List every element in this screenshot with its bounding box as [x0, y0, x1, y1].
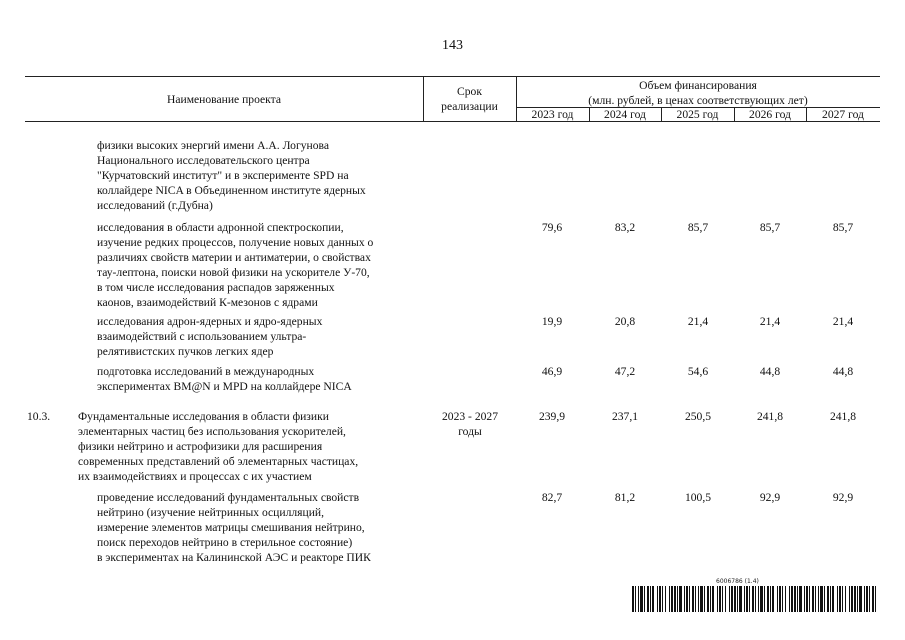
- row-number: 10.3.: [27, 410, 51, 423]
- term-line: 2023 - 2027: [441, 410, 499, 423]
- header-funding: [516, 78, 880, 108]
- value-2025: 85,7: [687, 221, 709, 234]
- header-funding-line: (млн. рублей, в ценах соответствующих лет): [588, 94, 808, 107]
- description-line: в том числе исследования распадов заряженных: [97, 281, 335, 294]
- header-year: 2024 год: [604, 108, 646, 121]
- header-year: 2025 год: [676, 108, 719, 121]
- row-description: [97, 138, 417, 213]
- header-term-line: Срок: [457, 85, 482, 98]
- description-line: Фундаментальные исследования в области физики: [78, 410, 329, 423]
- value-2027: 44,8: [832, 365, 854, 378]
- value-2026: 44,8: [759, 365, 781, 378]
- description-line: исследования в области адронной спектроскопии,: [97, 221, 344, 234]
- description-line: Национального исследовательского центра: [97, 154, 310, 167]
- description-line: в экспериментах на Калининской АЭС и реакторе ПИК: [97, 551, 371, 564]
- description-line: поиск переходов нейтрино в стерильное состояние): [97, 536, 353, 549]
- value-2025: 21,4: [687, 315, 709, 328]
- header-year: 2026 год: [749, 108, 791, 121]
- header-term-line: реализации: [441, 100, 498, 113]
- header-year: 2023 год: [531, 108, 574, 121]
- barcode-label: 6006786 (1.4): [716, 578, 759, 585]
- value-2025: 100,5: [684, 491, 712, 504]
- barcode-graphic: [632, 586, 878, 612]
- value-2024: 83,2: [614, 221, 636, 234]
- value-2026: 85,7: [759, 221, 781, 234]
- value-2023: 79,6: [541, 221, 563, 234]
- value-2026: 21,4: [759, 315, 781, 328]
- value-2024: 47,2: [614, 365, 636, 378]
- row-description: [97, 314, 417, 359]
- header-year: 2027 год: [822, 108, 864, 121]
- value-2023: 82,7: [541, 491, 563, 504]
- description-line: физики высоких энергий имени А.А. Логунова: [97, 139, 329, 152]
- value-2024: 20,8: [614, 315, 636, 328]
- value-2027: 85,7: [832, 221, 854, 234]
- header-project-name: Наименование проекта: [166, 93, 282, 106]
- value-2027: 241,8: [829, 410, 857, 423]
- description-line: изучение редких процессов, получение новых данных о: [97, 236, 374, 249]
- value-2023: 46,9: [541, 365, 563, 378]
- description-line: нейтрино (изучение нейтринных осцилляций,: [97, 506, 325, 519]
- row-term: [424, 409, 516, 439]
- row-description: [97, 364, 417, 394]
- value-2025: 54,6: [687, 365, 709, 378]
- header-top-rule: [25, 76, 880, 77]
- row-description: [78, 409, 418, 484]
- term-line: годы: [458, 425, 482, 438]
- header-funding-line: Объем финансирования: [639, 79, 757, 92]
- value-2023: 239,9: [538, 410, 566, 423]
- description-line: взаимодействий с использованием ультра-: [97, 330, 307, 343]
- description-line: измерение элементов матрицы смешивания нейтрино,: [97, 521, 365, 534]
- value-2026: 92,9: [759, 491, 781, 504]
- description-line: тау-лептона, поиски новой физики на ускорителе У-70,: [97, 266, 370, 279]
- description-line: современных представлений об элементарных частицах,: [78, 455, 359, 468]
- value-2024: 237,1: [611, 410, 639, 423]
- description-line: каонов, взаимодействий К-мезонов с ядрами: [97, 296, 318, 309]
- description-line: элементарных частиц без использования ускорителей,: [78, 425, 346, 438]
- description-line: коллайдере NICA в Объединенном институте ядерных: [97, 184, 366, 197]
- page-number: 143: [442, 38, 463, 53]
- description-line: их взаимодействиях и процессах с их участием: [78, 470, 312, 483]
- value-2025: 250,5: [684, 410, 712, 423]
- row-description: [97, 490, 417, 565]
- value-2027: 92,9: [832, 491, 854, 504]
- value-2026: 241,8: [756, 410, 784, 423]
- description-line: различиях свойств материи и антиматерии, о свойствах: [97, 251, 371, 264]
- description-line: проведение исследований фундаментальных свойств: [97, 491, 360, 504]
- row-description: [97, 220, 417, 310]
- value-2023: 19,9: [541, 315, 563, 328]
- description-line: исследований (г.Дубна): [97, 199, 213, 212]
- value-2027: 21,4: [832, 315, 854, 328]
- value-2024: 81,2: [614, 491, 636, 504]
- description-line: экспериментах BM@N и MPD на коллайдере NICA: [97, 380, 352, 393]
- description-line: физики нейтрино и астрофизики для расширения: [78, 440, 323, 453]
- description-line: подготовка исследований в международных: [97, 365, 315, 378]
- header-term: [423, 84, 516, 114]
- description-line: релятивистских пучков легких ядер: [97, 345, 274, 358]
- description-line: "Курчатовский институт" и в эксперименте SPD на: [97, 169, 349, 182]
- description-line: исследования адрон-ядерных и ядро-ядерных: [97, 315, 323, 328]
